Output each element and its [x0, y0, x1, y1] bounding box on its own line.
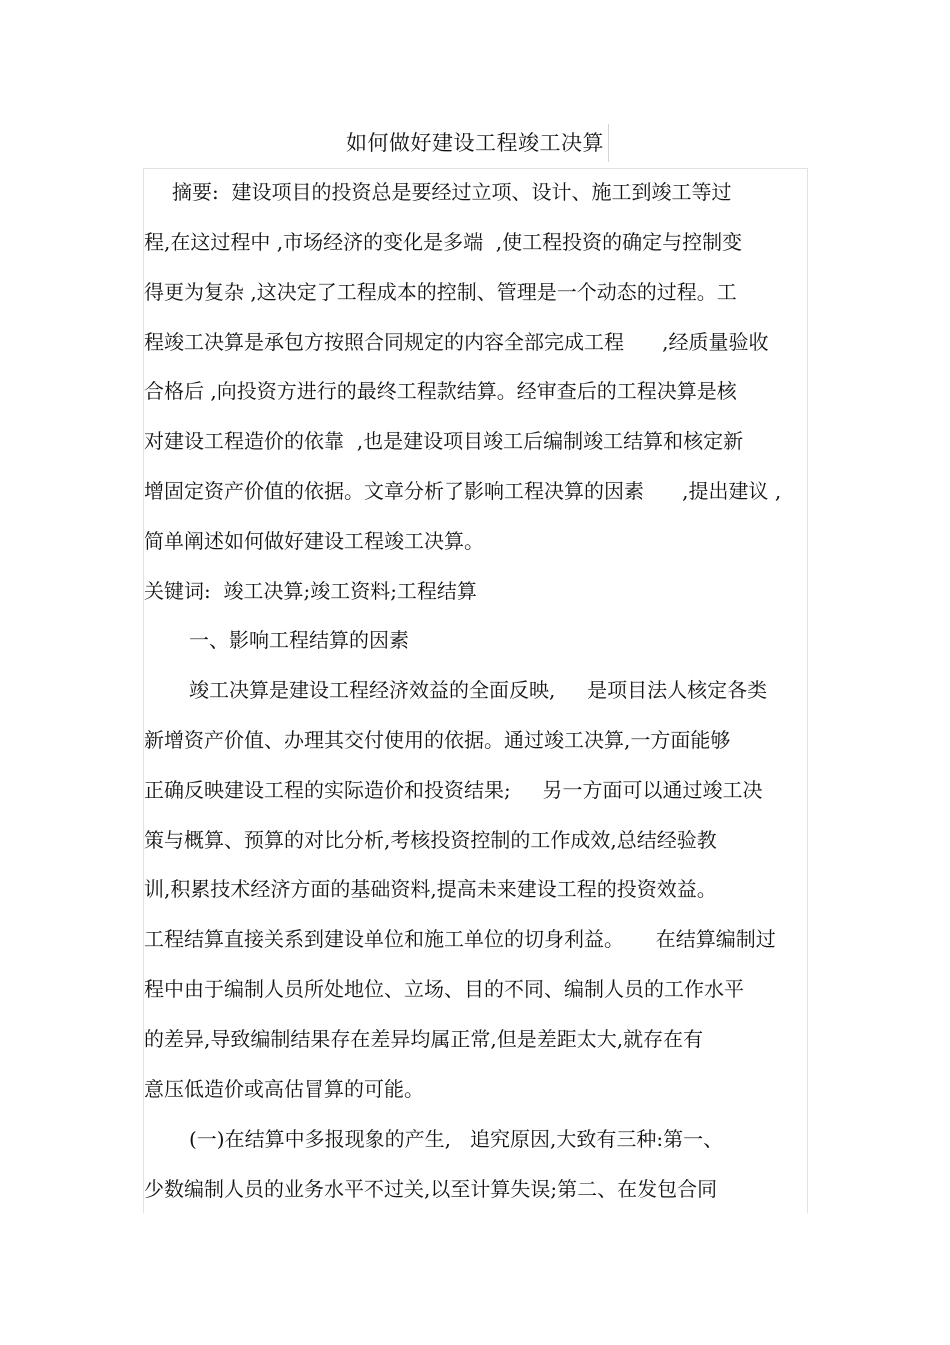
- body-line-5: 训,积累技术经济方面的基础资料,提高未来建设工程的投资效益。: [144, 877, 717, 901]
- body-line-7: 程中由于编制人员所处地位、立场、目的不同、编制人员的工作水平: [144, 977, 744, 1001]
- abstract-line-6: 对建设工程造价的依靠 ,也是建设项目竣工后编制竣工结算和核定新: [144, 429, 744, 453]
- section-heading: 一、影响工程结算的因素: [189, 628, 409, 652]
- text-frame-right-border: [807, 168, 808, 1213]
- body-line-3: 正确反映建设工程的实际造价和投资结果; 另一方面可以通过竣工决: [144, 778, 763, 802]
- body-line-6: 工程结算直接关系到建设单位和施工单位的切身利益。 在结算编制过: [144, 927, 776, 951]
- body-line-4: 策与概算、预算的对比分析,考核投资控制的工作成效,总结经验教: [144, 828, 717, 852]
- abstract-line-3: 得更为复杂 ,这决定了工程成本的控制、管理是一个动态的过程。工: [144, 280, 737, 304]
- subsection-line-2: 少数编制人员的业务水平不过关,以至计算失误;第二、在发包合同: [144, 1177, 718, 1201]
- document-title: 如何做好建设工程竣工决算: [346, 131, 604, 155]
- abstract-line-5: 合格后 ,向投资方进行的最终工程款结算。经审查后的工程决算是核: [144, 379, 737, 403]
- abstract-line-1: 摘要: 建设项目的投资总是要经过立项、设计、施工到竣工等过: [172, 180, 732, 204]
- body-line-1: 竣工决算是建设工程经济效益的全面反映, 是项目法人核定各类: [189, 678, 768, 702]
- abstract-line-2: 程,在这过程中 ,市场经济的变化是多端 ,使工程投资的确定与控制变: [144, 230, 743, 254]
- text-frame-left-border: [143, 168, 144, 1213]
- body-line-9: 意压低造价或高估冒算的可能。: [144, 1077, 424, 1101]
- keywords-line: 关键词: 竣工决算;竣工资料;工程结算: [144, 579, 477, 603]
- abstract-line-7: 增固定资产价值的依据。文章分析了影响工程决算的因素 ,提出建议 ,: [144, 479, 782, 503]
- body-line-2: 新增资产价值、办理其交付使用的依据。通过竣工决算,一方面能够: [144, 728, 731, 752]
- text-frame-top-border: [143, 168, 808, 169]
- abstract-line-4: 程竣工决算是承包方按照合同规定的内容全部完成工程 ,经质量验收: [144, 330, 769, 354]
- subsection-line-1: (一)在结算中多报现象的产生, 追究原因,大致有三种:第一、: [189, 1127, 724, 1151]
- body-line-8: 的差异,导致编制结果存在差异均属正常,但是差距太大,就存在有: [144, 1027, 704, 1051]
- abstract-line-8: 简单阐述如何做好建设工程竣工决算。: [144, 529, 484, 553]
